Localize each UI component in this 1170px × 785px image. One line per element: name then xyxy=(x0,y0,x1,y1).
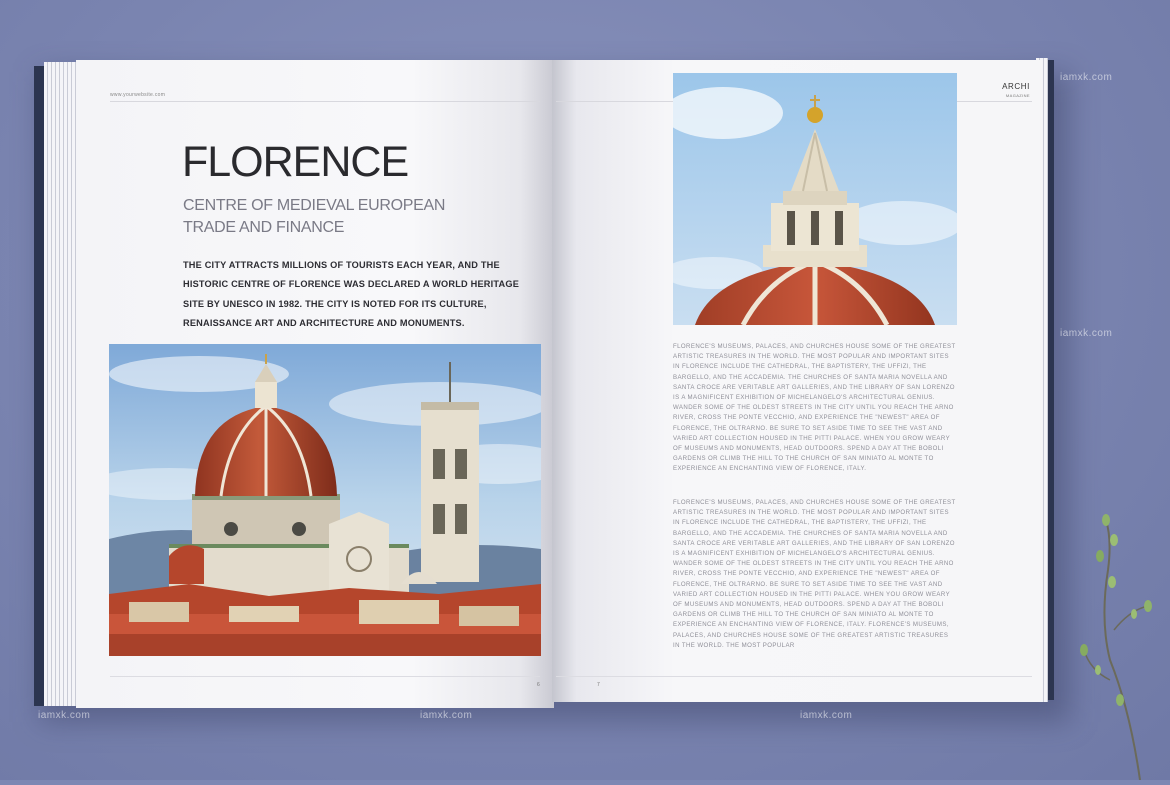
footer-rule-left xyxy=(110,676,540,677)
cathedral-photo xyxy=(109,344,541,656)
footer-rule-right xyxy=(556,676,1032,677)
watermark: iamxk.com xyxy=(38,710,91,721)
body-paragraph-1: FLORENCE'S MUSEUMS, PALACES, AND CHURCHES HOUSE SOME OF THE GREATEST ARTISTIC TREASURES IN THE WORLD. THE MOST POPULAR AND IMPORTANT SITES IN FLORENCE INCLUDE THE CATHEDRAL, THE BAPTISTERY, THE UFFIZI, THE BARGELLO, AND THE ACCADEMIA. THE CHURCHES OF SANTA MARIA NOVELLA AND SANTA CROCE ARE VERITABLE ART GALLERIES, AND THE LIBRARY OF SAN LORENZO IS A MAGNIFICENT EXHIBITION OF MICHELANGELO'S ARCHITECTURAL GENIUS. WANDER SOME OF THE OLDEST STREETS IN THE CITY UNTIL YOU REACH THE ARNO RIVER, CROSS THE PONTE VECCHIO, AND EXPERIENCE THE "NEWEST" AREA OF FLORENCE, THE OLTRARNO. BE SURE TO SET ASIDE TIME TO SEE THE VAST AND VARIED ART COLLECTION HOUSED IN THE PITTI PALACE. WHEN YOU GROW WEARY OF MUSEUMS AND MONUMENTS, HEAD OUTDOORS. SPEND A DAY AT THE BOBOLI GARDENS OR CLIMB THE HILL TO THE CHURCH OF SAN MINIATO AL MONTE TO EXPERIENCE AN ENCHANTING VIEW OF FLORENCE, ITALY. xyxy=(673,343,956,473)
page-title: FLORENCE xyxy=(182,138,409,186)
brand-name: ARCHI xyxy=(1002,82,1030,91)
page-number-left: 6 xyxy=(537,682,540,688)
body-paragraph-2: FLORENCE'S MUSEUMS, PALACES, AND CHURCHES HOUSE SOME OF THE GREATEST ARTISTIC TREASURES IN THE WORLD. THE MOST POPULAR AND IMPORTANT SITES IN FLORENCE INCLUDE THE CATHEDRAL, THE BAPTISTERY, THE UFFIZI, THE BARGELLO, AND THE ACCADEMIA. THE CHURCHES OF SANTA MARIA NOVELLA AND SANTA CROCE ARE VERITABLE ART GALLERIES, AND THE LIBRARY OF SAN LORENZO IS A MAGNIFICENT EXHIBITION OF MICHELANGELO'S ARCHITECTURAL GENIUS. WANDER SOME OF THE OLDEST STREETS IN THE CITY UNTIL YOU REACH THE ARNO RIVER, CROSS THE PONTE VECCHIO, AND EXPERIENCE THE "NEWEST" AREA OF FLORENCE, THE OLTRARNO. BE SURE TO SET ASIDE TIME TO SEE THE VAST AND VARIED ART COLLECTION HOUSED IN THE PITTI PALACE. WHEN YOU GROW WEARY OF MUSEUMS AND MONUMENTS, HEAD OUTDOORS. SPEND A DAY AT THE BOBOLI GARDENS OR CLIMB THE HILL TO THE CHURCH OF SAN MINIATO AL MONTE TO EXPERIENCE AN ENCHANTING VIEW OF FLORENCE, ITALY. FLORENCE'S MUSEUMS, PALACES, AND CHURCHES HOUSE SOME OF THE GREATEST ARTISTIC TREASURES IN THE WORLD. THE MOST POPULAR xyxy=(673,499,956,649)
intro-paragraph: THE CITY ATTRACTS MILLIONS OF TOURISTS EACH YEAR, AND THE HISTORIC CENTRE OF FLORENCE WAS DECLARED A WORLD HERITAGE SITE BY UNESCO IN 1982. THE CITY IS NOTED FOR ITS CULTURE, RENAISSANCE ART AND ARCHITECTURE AND MONUMENTS. xyxy=(183,260,520,328)
dome-lantern-photo xyxy=(673,73,957,325)
header-rule-left xyxy=(110,101,540,102)
watermark: iamxk.com xyxy=(1060,328,1113,339)
page-subtitle xyxy=(183,195,445,239)
watermark: iamxk.com xyxy=(800,710,853,721)
subtitle-line-2: TRADE AND FINANCE xyxy=(183,219,345,236)
page-number-right: 7 xyxy=(597,682,600,688)
subtitle-line-1: CENTRE OF MEDIEVAL EUROPEAN xyxy=(183,197,446,214)
watermark: iamxk.com xyxy=(420,710,473,721)
watermark: iamxk.com xyxy=(1060,72,1113,83)
plant-branch xyxy=(1070,510,1170,780)
brand-subtitle: MAGAZINE xyxy=(1005,93,1030,98)
header-website: www.yourwebsite.com xyxy=(110,92,166,98)
